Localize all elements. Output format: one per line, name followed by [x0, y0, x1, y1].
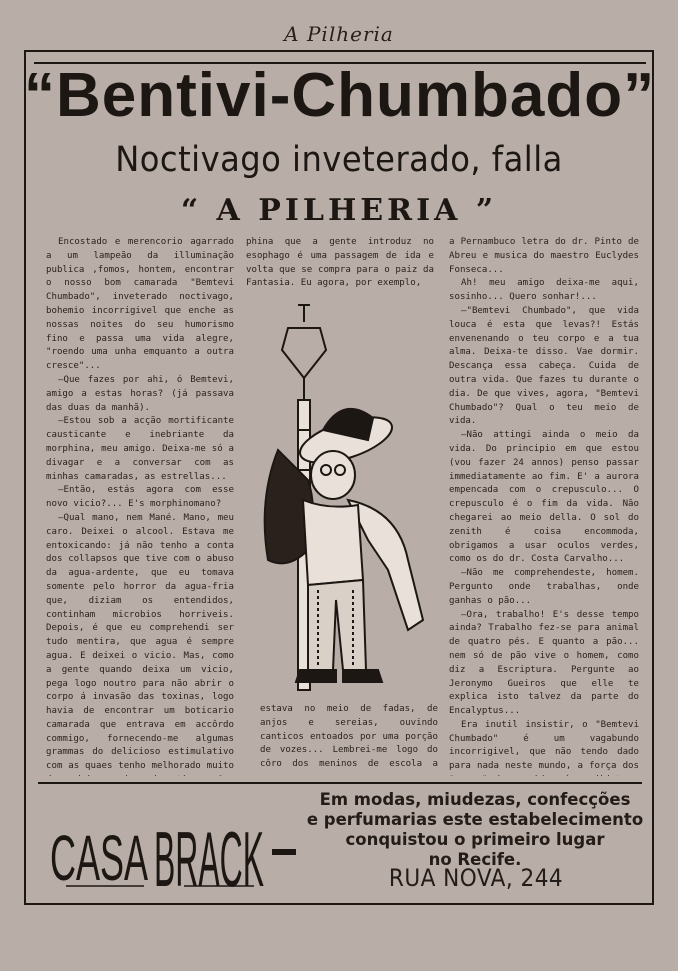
- article-kicker: “ A PILHERIA ”: [180, 193, 498, 228]
- paragraph: Encostado e merencorio agarrado a um lampeão da illuminação publica ,fomos, hontem, encontrar o nosso bom camarada "Bemtevi Chumbado", inveterado noctivago, bohemio incorrigivel que enche as nossas noites do seu humorismo fino e passa uma vida alegre, "roendo uma unha emquanto a outra cresce"...: [46, 237, 234, 372]
- paragraph: —Estou sob a acção mortificante causticante e inebriante da morphina, meu amigo. Deixa-me só a divagar e a conversar com as minhas camaradas, as estrellas...: [46, 416, 234, 482]
- paragraph: —Ora, trabalho! E's desse tempo ainda? Trabalho fez-se para animal de quatro pés. E quanto a pão... nem só de pão vive o homem, como diz a Escriptura. Pergunte ao Jeronymo Gueiros que elle te explica isto talvez da parte do Encalyptus...: [449, 609, 639, 717]
- ad-line: e perfumarias este estabelecimento: [306, 810, 644, 829]
- logo-word-casa: CASA: [50, 822, 149, 894]
- ad-copy: [300, 790, 650, 870]
- paragraph: —"Bemtevi Chumbado", que vida louca é esta que levas?! Estás envenenando o teu corpo e a tua alma. Deixa-te disso. Vae dormir. Descança essa cabeça. Cuida de outra vida. Que fazes tu durante o dia. De que vives, agora, "Bemtevi Chumbado"? Qual o teu meio de vida.: [449, 305, 639, 427]
- paragraph: —Então, estás agora com esse novo vicio?... E's morphinomano?: [46, 485, 234, 510]
- logo-word-brack: BRACK: [154, 815, 264, 898]
- magazine-header: A Pilheria: [284, 22, 394, 46]
- article-column-3: [449, 236, 639, 776]
- ad-address: RUA NOVA, 244: [388, 864, 564, 892]
- paragraph: —Não me comprehendeste, homem. Pergunto onde trabalhas, onde ganhas o pão...: [449, 568, 639, 606]
- paragraph: —Não attingi ainda o meio da vida. Do principio em que estou (vou fazer 24 annos) penso passar immediatamente ao fim. E' a aurora empencada com o crepusculo... O crepusculo é o fim da vida. Não chegarei ao meio della. O sol do zenith é coisa encommoda, obrigamos a usar oculos verdes, como os do dr. Costa Carvalho...: [449, 430, 639, 565]
- paragraph: phina que a gente introduz no esophago é uma passagem de ida e volta que se compra para o paiz da Fantasia. Eu agora, por exemplo,: [246, 237, 434, 289]
- ad-line: Em modas, miudezas, confecções: [319, 790, 631, 809]
- article-column-2-top: [246, 236, 434, 296]
- paragraph: Ah! meu amigo deixa-me aqui, sosinho... Quero sonhar!...: [449, 278, 639, 303]
- ad-bottom-rule: [38, 903, 642, 905]
- casa-brack-logo: [44, 790, 326, 898]
- paragraph: a Pernambuco letra do dr. Pinto de Abreu e musica do maestro Euclydes Fonseca...: [449, 237, 639, 275]
- article-column-1: [46, 236, 234, 776]
- article-column-2-bottom: [260, 703, 438, 773]
- article-title: “Bentivi-Chumbado”: [24, 61, 656, 130]
- paragraph: —Que fazes por ahi, ó Bemtevi, amigo a estas horas? (já passava das duas da manhã).: [46, 374, 234, 413]
- ad-line: conquistou o primeiro lugar: [345, 830, 605, 849]
- figure-body-icon: [265, 450, 423, 682]
- paragraph: —Qual mano, nem Mané. Mano, meu caro. Deixei o alcool. Estava me entoxicando: já não tenho a conta dos collapsos que tive com o abuso da agua-ardente, que eu tomava somente pelo horror da agua-fria que, diziam os entendidos, continham microbios horriveis. Depois, é que eu comprehendi ser tudo mentira, que agua é sempre agua. E deixei o vicio. Mas, como a gente quando deixa um vicio, pega logo noutro para não abrir o corpo á invasão das toxinas, logo havia de encontrar um boticario camarada que entrava em accôrdo commigo, fornecendo-me algumas grammas do delicioso estimulativo com as quaes tenho melhorado muito: [46, 512, 234, 772]
- ad-line: no Recife.: [428, 850, 522, 869]
- ad-top-rule: [38, 782, 642, 784]
- paragraph: Era inutil insistir, o "Bemtevi Chumbado" é um vagabundo incorrigivel, que não tendo dado para nada neste mundo, a força dos: [449, 719, 639, 772]
- paragraph: estava no meio de fadas, de anjos e sereias, ouvindo canticos entoados por uma porção de vozes... Lembrei-me logo do côro dos meninos de escola a: [260, 704, 438, 770]
- article-subtitle: Noctivago inveterado, falla: [115, 140, 563, 180]
- caricature-illustration: [248, 300, 438, 700]
